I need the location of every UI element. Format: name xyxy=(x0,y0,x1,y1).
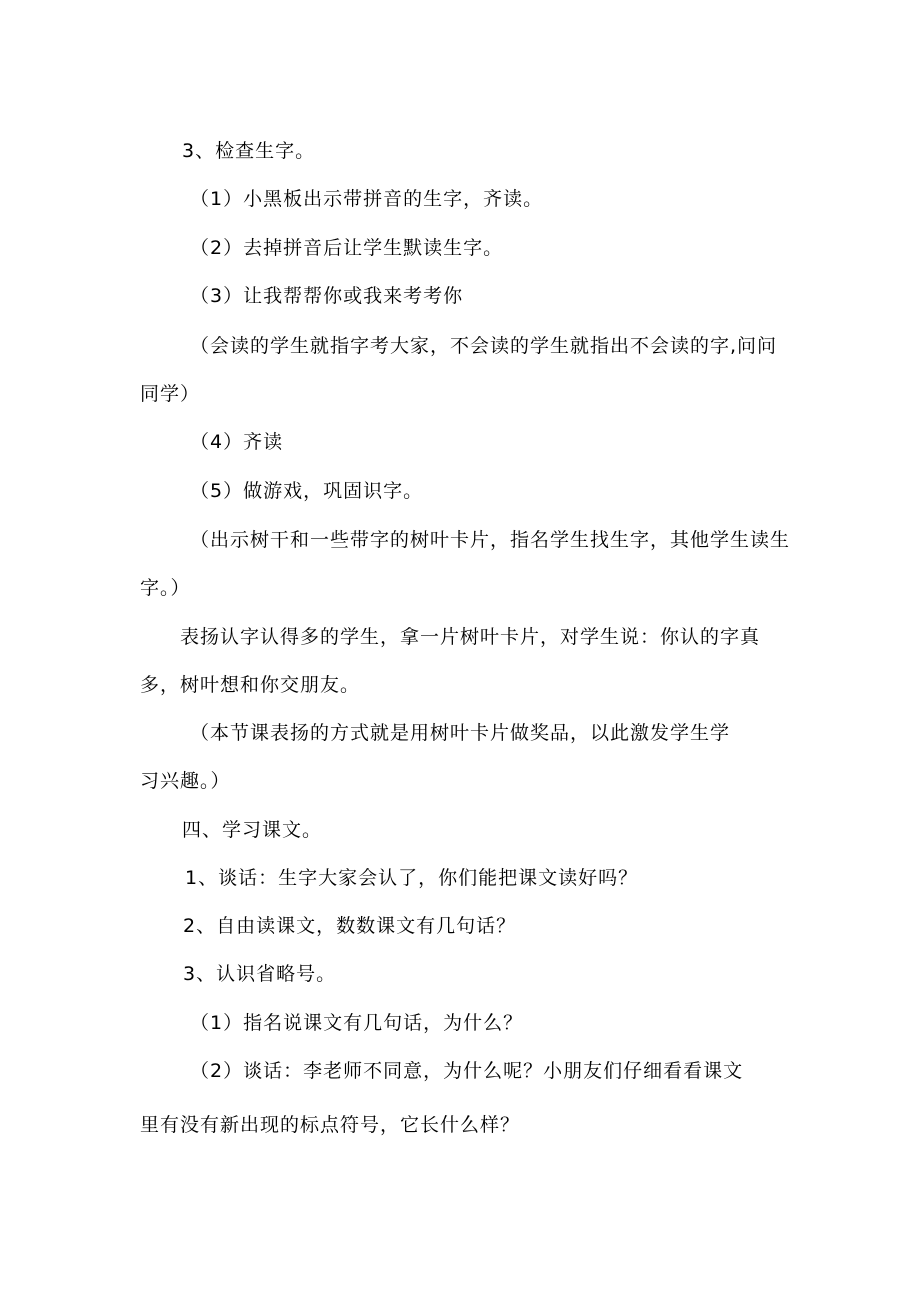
text-line-item-3: 3、认识省略号。 xyxy=(183,963,337,985)
text-line-item-2: 2、自由读课文，数数课文有几句话？ xyxy=(183,915,517,937)
text-line-step-3: （3）让我帮帮你或我来考考你 xyxy=(190,285,464,307)
text-line-note-2b: 字。） xyxy=(140,577,191,599)
text-line-check-characters: 3、检查生字。 xyxy=(182,140,316,162)
text-line-step-4: （4）齐读 xyxy=(190,431,284,453)
text-line-item-1: 1、谈话：生字大家会认了，你们能把课文读好吗？ xyxy=(185,867,639,889)
text-line-item-3-1: （1）指名说课文有几句话，为什么？ xyxy=(190,1012,524,1034)
section-heading-four: 四、学习课文。 xyxy=(182,819,323,841)
text-line-note-3a: （本节课表扬的方式就是用树叶卡片做奖品，以此激发学生学 xyxy=(190,722,731,744)
text-line-note-2a: （出示树干和一些带字的树叶卡片，指名学生找生字，其他学生读生 xyxy=(190,529,791,551)
text-line-note-3b: 习兴趣。） xyxy=(140,770,231,792)
text-line-praise-b: 多，树叶想和你交朋友。 xyxy=(140,674,361,696)
text-line-item-3-2b: 里有没有新出现的标点符号，它长什么样？ xyxy=(140,1114,521,1136)
text-line-note-1a: （会读的学生就指字考大家，不会读的学生就指出不会读的字,问问 xyxy=(190,335,778,357)
text-line-step-1: （1）小黑板出示带拼音的生字，齐读。 xyxy=(190,188,544,210)
text-line-step-2: （2）去掉拼音后让学生默读生字。 xyxy=(190,237,504,259)
text-line-item-3-2a: （2）谈话：李老师不同意，为什么呢？小朋友们仔细看看课文 xyxy=(190,1060,744,1082)
text-line-step-5: （5）做游戏，巩固识字。 xyxy=(190,480,424,502)
text-line-note-1b: 同学） xyxy=(140,383,201,405)
text-line-praise-a: 表扬认字认得多的学生，拿一片树叶卡片，对学生说：你认的字真 xyxy=(180,626,761,648)
